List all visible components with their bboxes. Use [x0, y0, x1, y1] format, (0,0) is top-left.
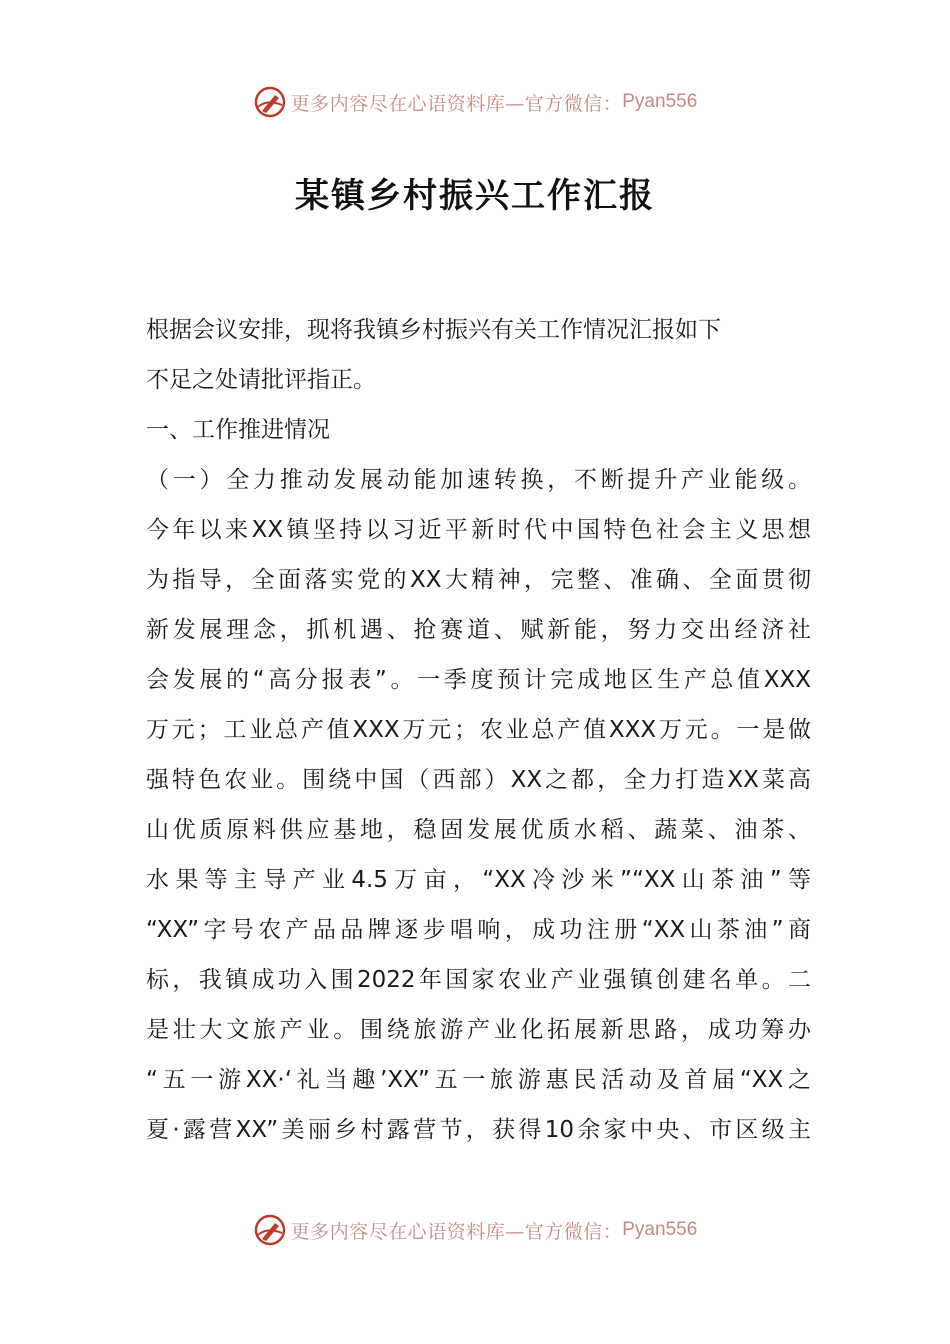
body-line: 新发展理念，抓机遇、抢赛道、赋新能，努力交出经济社 — [146, 617, 811, 643]
body-line: 强特色农业。围绕中国（西部）XX之都，全力打造XX菜高 — [146, 767, 811, 793]
body-line: 为指导，全面落实党的XX大精神，完整、准确、全面贯彻 — [146, 567, 811, 593]
body-line: 是壮大文旅产业。围绕旅游产业化拓展新思路，成功筹办 — [146, 1017, 811, 1043]
watermark-text: 更多内容尽在心语资料库—官方微信： — [290, 92, 623, 115]
subsection-heading: （一）全力推动发展动能加速转换，不断提升产业能级。 — [146, 467, 811, 493]
section-heading: 一、工作推进情况 — [146, 417, 330, 443]
watermark-wechat-id: Pyan556 — [622, 91, 698, 112]
body-line: 会发展的“高分报表”。一季度预计完成地区生产总值XXX — [146, 667, 811, 693]
header-watermark-banner — [0, 82, 950, 122]
body-line: 水果等主导产业4.5万亩，“XX冷沙米”“XX山茶油”等 — [146, 867, 811, 893]
document-body — [146, 305, 811, 1155]
body-line: 夏·露营XX”美丽乡村露营节，获得10余家中央、市区级主 — [146, 1117, 811, 1143]
body-line: 根据会议安排，现将我镇乡村振兴有关工作情况汇报如下 — [146, 317, 721, 343]
pen-nib-circle-icon — [253, 1213, 287, 1247]
body-line: 标，我镇成功入围2022年国家农业产业强镇创建名单。二 — [146, 967, 811, 993]
document-title: 某镇乡村振兴工作汇报 — [295, 176, 655, 216]
footer-watermark-banner — [0, 1210, 950, 1250]
watermark-wechat-id: Pyan556 — [622, 1219, 698, 1240]
watermark-text: 更多内容尽在心语资料库—官方微信： — [290, 1220, 623, 1243]
body-line: 山优质原料供应基地，稳固发展优质水稻、蔬菜、油茶、 — [146, 817, 811, 843]
pen-nib-circle-icon — [253, 85, 287, 119]
body-line: 今年以来XX镇坚持以习近平新时代中国特色社会主义思想 — [146, 517, 811, 543]
body-line: “XX”字号农产品品牌逐步唱响，成功注册“XX山茶油”商 — [146, 917, 811, 943]
body-line: 万元；工业总产值XXX万元；农业总产值XXX万元。一是做 — [146, 717, 811, 743]
body-line: 不足之处请批评指正。 — [146, 367, 376, 393]
body-line: “五一游XX·‘礼当趣’XX”五一旅游惠民活动及首届“XX之 — [146, 1067, 811, 1093]
